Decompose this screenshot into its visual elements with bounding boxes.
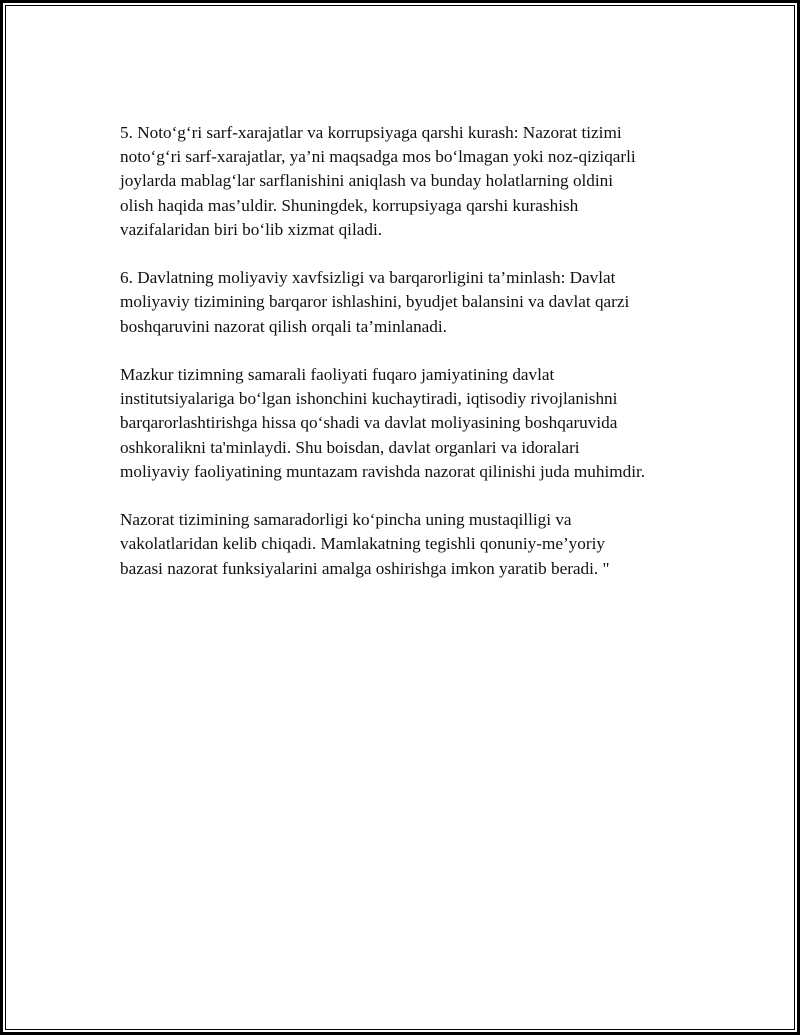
document-body [120,121,695,605]
paragraph-system-effectiveness: Mazkur tizimning samarali faoliyati fuqaro jamiyatining davlat institutsiyalariga bo‘lgan ishonchini kuchaytiradi, iqtisodiy rivojlanishni barqarorlashtirishga hissa qo‘shadi va davlat moliyasining boshqaruvida oshkoralikni ta'minlaydi. Shu boisdan, davlat organlari va idoralari moliyaviy faoliyatining muntazam ravishda nazorat qilinishi juda muhimdir. [120,365,646,481]
paragraph-item-6: 6. Davlatning moliyaviy xavfsizligi va barqarorligini ta’minlash: Davlat moliyaviy tizimining barqaror ishlashini, byudjet balansini va davlat qarzi boshqaruvini nazorat qilish orqali ta’minlanadi. [120,268,630,336]
paragraph-item-5: 5. Noto‘g‘ri sarf-xarajatlar va korrupsiyaga qarshi kurash: Nazorat tizimi noto‘g‘ri sarf-xarajatlar, ya’ni maqsadga mos bo‘lmagan yoki noz-qiziqarli joylarda mablag‘lar sarflanishini aniqlash va bunday holatlarning oldini olish haqida mas’uldir. Shuningdek, korrupsiyaga qarshi kurashish vazifalaridan biri bo‘lib xizmat qiladi. [120,123,636,239]
paragraph-control-independence: Nazorat tizimining samaradorligi ko‘pincha uning mustaqilligi va vakolatlaridan kelib chiqadi. Mamlakatning tegishli qonuniy-me’yoriy bazasi nazorat funksiyalarini amalga oshirishga imkon yaratib beradi. " [120,510,610,578]
